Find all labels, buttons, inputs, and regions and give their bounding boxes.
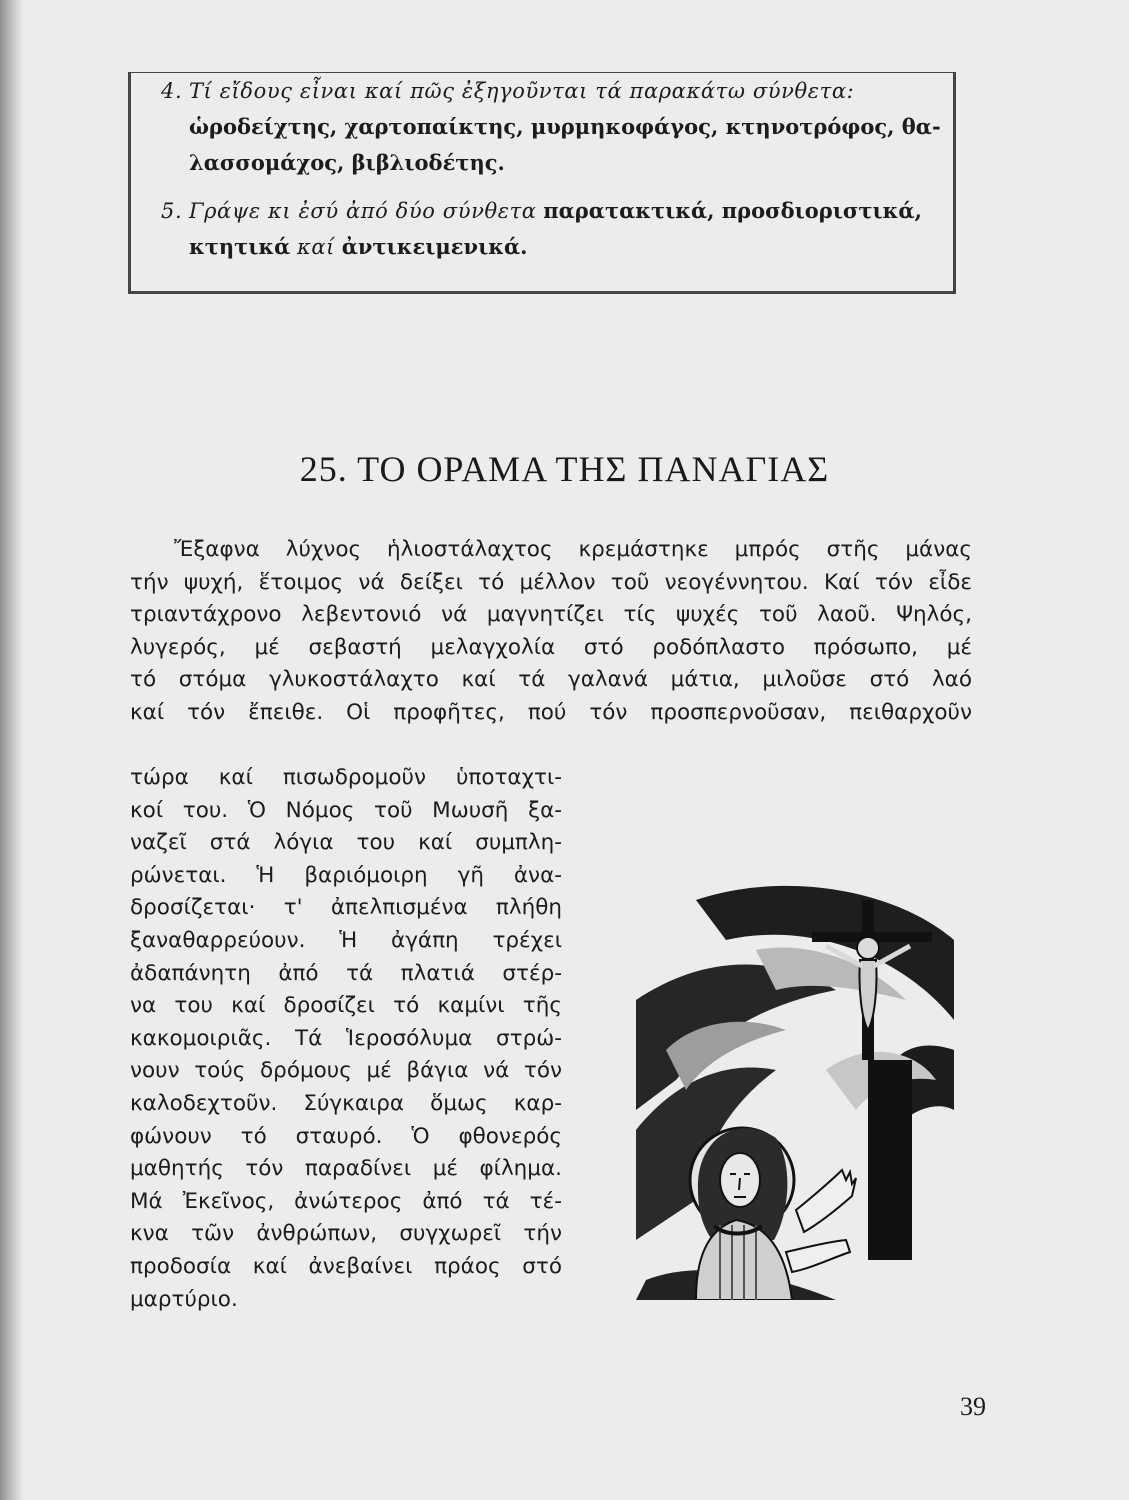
exercise-4-words-line-2: λασσομάχος, βιβλιοδέτης. — [189, 150, 505, 175]
exercise-4-words-line-1: ὡροδείχτης, χαρτοπαίκτης, μυρμηκοφάγος, κτηνοτρόφος, θα- — [189, 114, 941, 139]
body-line: μαρτύριο. — [130, 1286, 238, 1312]
body-line: κνα τῶν ἀνθρώπων, συγχωρεῖ τήν — [130, 1221, 562, 1247]
virgin-mary-crucifixion-illustration — [636, 880, 954, 1300]
body-line: Ἔξαφνα λύχνος ἡλιοστάλαχτος κρεμάστηκε μπρός στῆς μάνας — [174, 537, 972, 562]
body-line: τήν ψυχή, ἕτοιμος νά δείξει τό μέλλον τοῦ νεογέννητου. Καί τόν εἶδε — [130, 569, 972, 595]
exercise-4 — [161, 73, 961, 181]
page-number: 39 — [960, 1392, 986, 1421]
exercise-4-prompt: Τί εἴδους εἶναι καί πῶς ἐξηγοῦνται τά παρακάτω σύνθετα: — [188, 79, 855, 103]
exercise-5-bold-a: κτητικά — [189, 234, 291, 259]
body-line: ξαναθαρρεύουν. Ἡ ἀγάπη τρέχει — [130, 927, 562, 953]
body-line: δροσίζεται· τ' ἀπελπισμένα πλήθη — [130, 895, 562, 921]
exercise-5-bold-b: ἀντικειμενικά. — [341, 234, 528, 259]
exercise-5-bold-line-1: παρατακτικά, προσδιοριστικά, — [543, 198, 922, 223]
exercise-5 — [161, 193, 961, 265]
body-line: καί τόν ἔπειθε. Οἱ προφῆτες, πού τόν προσπερνοῦσαν, πειθαρχοῦν — [130, 699, 972, 725]
body-line: λυγερός, μέ σεβαστή μελαγχολία στό ροδόπλαστο πρόσωπο, μέ — [130, 634, 972, 660]
body-line: ναζεῖ στά λόγια του καί συμπλη- — [130, 830, 562, 856]
exercise-5-number: 5. — [161, 199, 183, 223]
body-line: καλοδεχτοῦν. Σύγκαιρα ὅμως καρ- — [130, 1090, 562, 1116]
body-line: να του καί δροσίζει τό καμίνι τῆς — [130, 993, 562, 1019]
exercise-4-number: 4. — [161, 79, 183, 103]
exercise-box — [128, 72, 956, 294]
chapter-title: 25. ΤΟ ΟΡΑΜΑ ΤΗΣ ΠΑΝΑΓΙΑΣ — [299, 449, 830, 489]
body-line: Μά Ἐκεῖνος, ἀνώτερος ἀπό τά τέ- — [130, 1188, 562, 1214]
body-line: κοί του. Ὁ Νόμος τοῦ Μωυσῆ ξα- — [130, 797, 562, 823]
exercise-5-conjunction: καί — [297, 235, 336, 259]
body-line: τριαντάχρονο λεβεντονιό νά μαγνητίζει τίς ψυχές τοῦ λαοῦ. Ψηλός, — [130, 602, 972, 628]
body-line: μαθητής τόν παραδίνει μέ φίλημα. — [130, 1156, 562, 1182]
body-line: φώνουν τό σταυρό. Ὁ φθονερός — [130, 1123, 562, 1149]
body-paragraph-narrow — [130, 762, 562, 1316]
body-paragraph-full — [130, 534, 972, 730]
body-line: νουν τούς δρόμους μέ βάγια νά τόν — [130, 1058, 562, 1084]
body-line: τό στόμα γλυκοστάλαχτο καί τά γαλανά μάτια, μιλοῦσε στό λαό — [130, 667, 972, 693]
exercise-5-prompt: Γράψε κι ἐσύ ἀπό δύο σύνθετα — [188, 199, 537, 223]
body-line: ρώνεται. Ἡ βαριόμοιρη γῆ ἀνα- — [130, 862, 562, 888]
body-line: κακομοιριᾶς. Τά Ἱεροσόλυμα στρώ- — [130, 1025, 562, 1051]
page-binding-shadow — [0, 0, 22, 1500]
body-line: τώρα καί πισωδρομοῦν ὑποταχτι- — [130, 765, 562, 790]
body-line: προδοσία καί ἀνεβαίνει πράος στό — [130, 1253, 562, 1279]
body-line: ἀδαπάνητη ἀπό τά πλατιά στέρ- — [130, 960, 562, 986]
